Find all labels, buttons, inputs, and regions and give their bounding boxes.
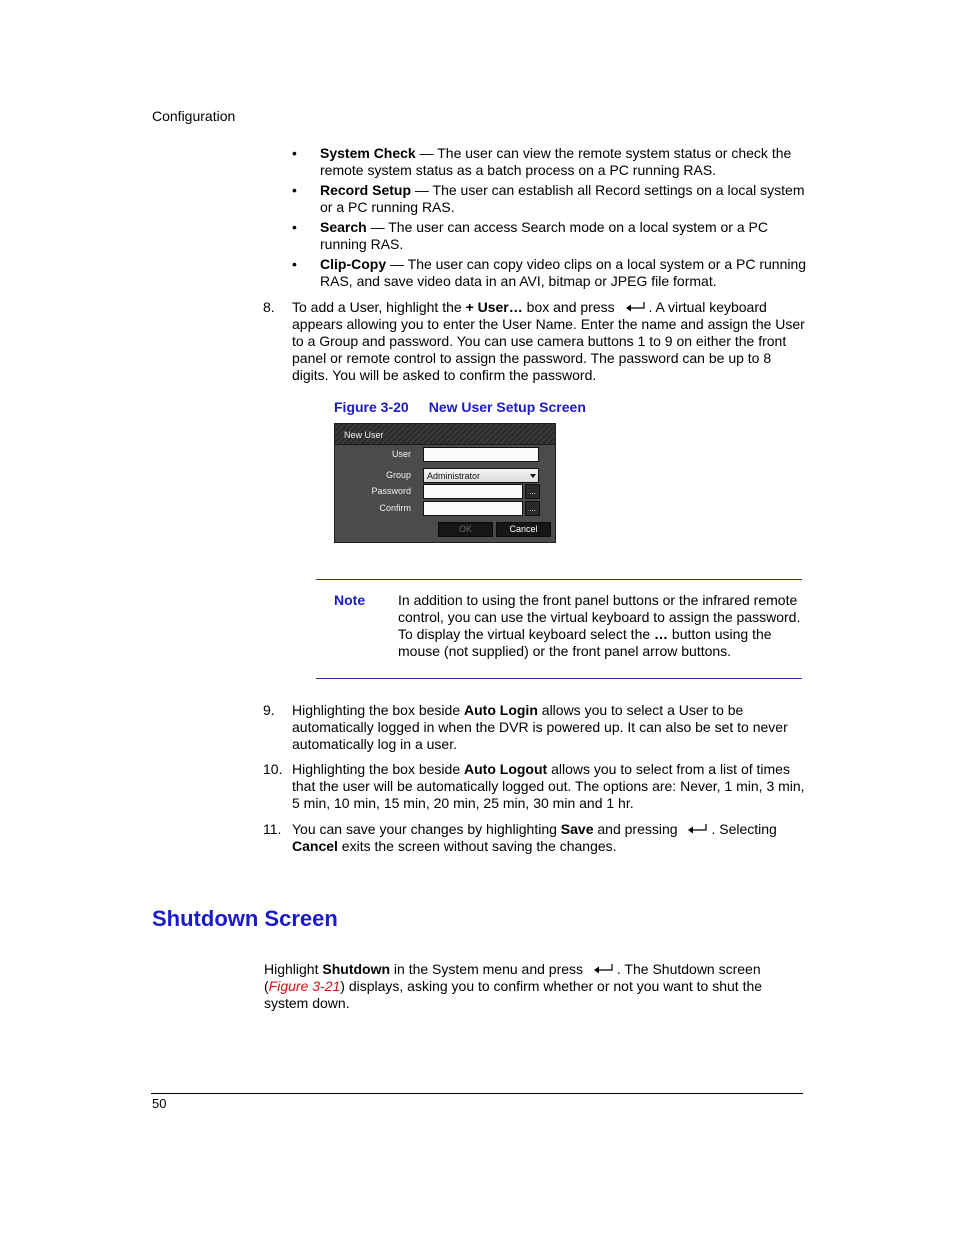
step-number: 10. — [263, 761, 283, 777]
text: . The Shutdown screen ( — [264, 961, 761, 994]
shutdown-paragraph — [264, 961, 784, 1012]
step-number: 9. — [263, 702, 275, 718]
step-number: 8. — [263, 299, 275, 315]
text: . A virtual keyboard appears allowing you to enter the User Name. Enter the name and assign the User to a Group and password. You can use camera buttons 1 to 9 on either the front panel or remote control to assign the password. The password can be up to 8 digits. You will be asked to confirm the password. — [292, 299, 805, 383]
figure-title: New User Setup Screen — [428, 399, 586, 415]
step-9 — [263, 702, 808, 753]
enter-key-icon — [687, 823, 709, 835]
enter-key-icon — [625, 301, 647, 313]
note-text — [398, 592, 804, 660]
description: — The user can establish all Record settings on a local system or a PC running RAS. — [320, 182, 805, 215]
description: — The user can access Search mode on a local system or a PC running RAS. — [320, 219, 768, 252]
password-keyboard-button[interactable]: ... — [525, 484, 540, 499]
step-body — [292, 702, 808, 753]
cancel-ref: Cancel — [292, 838, 338, 854]
figure-caption — [334, 399, 586, 416]
new-user-dialog — [334, 423, 556, 543]
section-heading: Shutdown Screen — [152, 906, 338, 931]
step-8 — [263, 299, 808, 384]
bullet: • — [292, 219, 297, 235]
list-item — [292, 219, 812, 253]
term: System Check — [320, 145, 416, 161]
step-body — [292, 761, 808, 812]
save-ref: Save — [560, 821, 594, 837]
dialog-title: New User — [344, 430, 384, 440]
note-label: Note — [334, 592, 366, 608]
enter-key-icon — [593, 963, 615, 975]
text: and pressing — [593, 821, 682, 837]
text: button using the mouse (not supplied) or the front panel arrow buttons. — [398, 626, 772, 659]
list-item — [292, 256, 812, 290]
page-number: 50 — [152, 1096, 167, 1111]
text: You can save your changes by highlighting — [292, 821, 561, 837]
text: Highlight — [264, 961, 323, 977]
password-label: Password — [371, 486, 411, 496]
cancel-button[interactable]: Cancel — [496, 522, 551, 537]
step-body — [292, 299, 808, 384]
bullet: • — [292, 145, 297, 161]
footer-rule — [151, 1093, 803, 1094]
auto-logout-ref: Auto Logout — [464, 761, 548, 777]
shutdown-ref: Shutdown — [322, 961, 391, 977]
text: allows you to select from a list of times that the user will be automatically logged out. The options are: Never, 1 min, 3 min, 5 min, 10 min, 15 min, 20 min, 25 min, 30 min and 1 hr. — [292, 761, 805, 811]
confirm-input[interactable] — [423, 501, 523, 516]
term: Record Setup — [320, 182, 412, 198]
list-item — [292, 145, 812, 179]
figure-number: Figure 3-20 — [334, 399, 409, 415]
text: To add a User, highlight the — [292, 299, 466, 315]
bullet: • — [292, 182, 297, 198]
password-input[interactable] — [423, 484, 523, 499]
step-number: 11. — [263, 821, 282, 837]
text: . Selecting — [711, 821, 777, 837]
step-11 — [263, 821, 808, 855]
dots-ref: … — [654, 626, 669, 642]
dialog-title-bar — [335, 424, 555, 445]
note-top-rule — [316, 579, 802, 580]
bullet: • — [292, 256, 297, 272]
text: in the System menu and press — [390, 961, 587, 977]
text: In addition to using the front panel buttons or the infrared remote control, you can use the virtual keyboard to assign the password. To display the virtual keyboard select the — [398, 592, 801, 642]
group-select[interactable] — [423, 468, 539, 483]
confirm-label: Confirm — [379, 503, 411, 513]
list-item — [292, 182, 812, 216]
text: box and press — [522, 299, 619, 315]
term: Clip-Copy — [320, 256, 387, 272]
user-button-ref: + User… — [465, 299, 523, 315]
text: allows you to select a User to be automatically logged in when the DVR is powered up. It can also be set to never automatically log in a user. — [292, 702, 788, 752]
confirm-keyboard-button[interactable]: ... — [525, 501, 540, 516]
description: — The user can copy video clips on a local system or a PC running RAS, and save video data in an AVI, bitmap or JPEG file format. — [320, 256, 807, 289]
text: Highlighting the box beside — [292, 761, 465, 777]
step-body — [292, 821, 808, 855]
note-bottom-rule — [316, 678, 802, 679]
figure-link[interactable]: Figure 3-21 — [268, 978, 341, 994]
user-input[interactable] — [423, 447, 539, 462]
group-label: Group — [385, 470, 411, 480]
auto-login-ref: Auto Login — [464, 702, 538, 718]
group-value: Administrator — [427, 471, 481, 481]
text: exits the screen without saving the changes. — [337, 838, 617, 854]
term: Search — [320, 219, 367, 235]
chevron-down-icon — [530, 474, 536, 478]
description: — The user can view the remote system status or check the remote system status as a batch process on a PC running RAS. — [320, 145, 792, 178]
text: ) displays, asking you to confirm whether or not you want to shut the system down. — [264, 978, 763, 1011]
text: Highlighting the box beside — [292, 702, 465, 718]
user-label: User — [391, 449, 411, 459]
running-header: Configuration — [152, 108, 236, 124]
permission-list — [292, 145, 812, 293]
step-10 — [263, 761, 808, 812]
ok-button[interactable]: OK — [438, 522, 493, 537]
